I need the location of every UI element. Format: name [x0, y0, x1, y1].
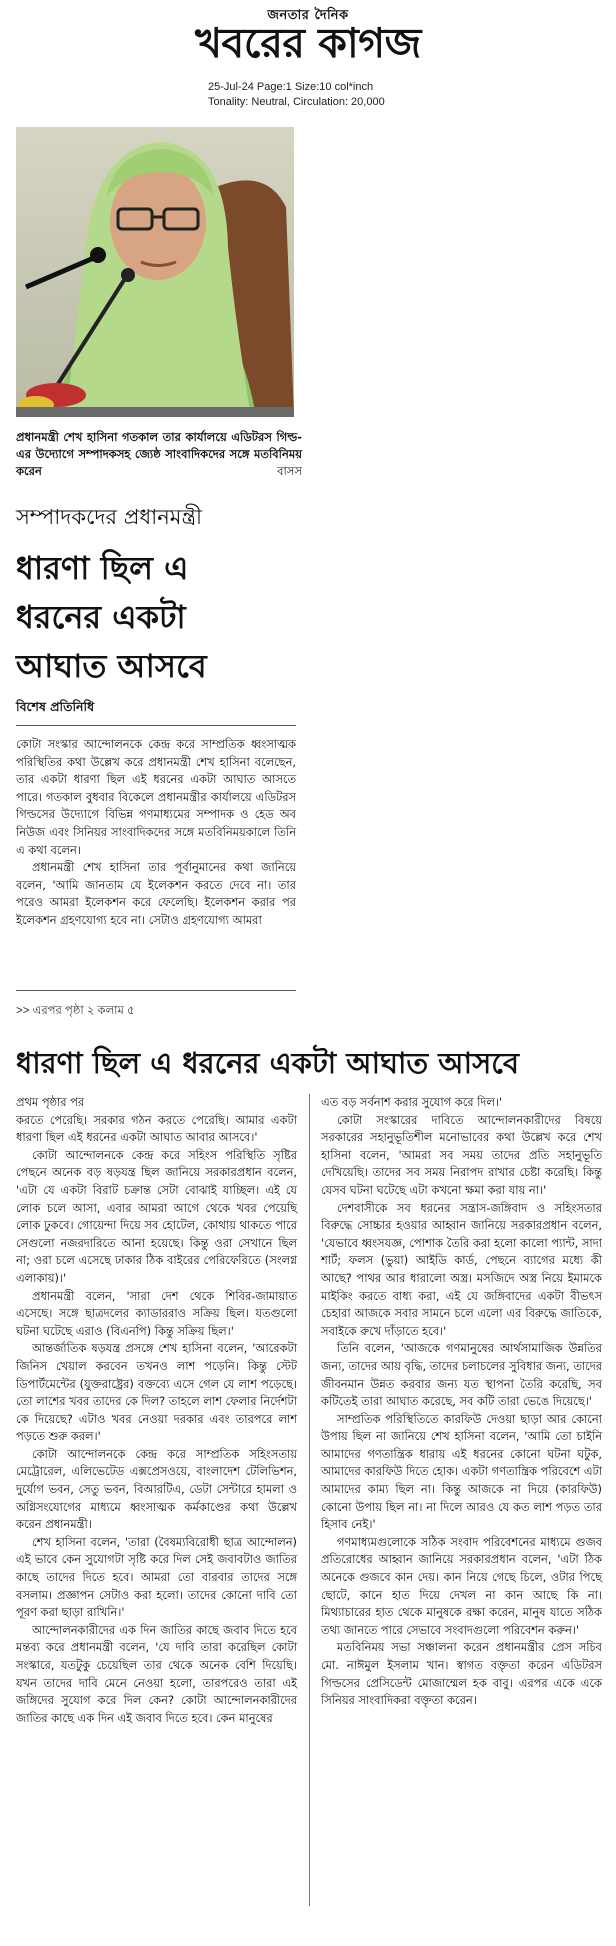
continuation-column-2	[321, 1094, 602, 1710]
lead-paragraph-2: প্রধানমন্ত্রী শেখ হাসিনা তার পূর্বানুমানের কথা জানিয়ে বলেন, 'আমি জানতাম যে ইলেকশন করতে দেবে না। তার পরেও আমরা ইলেকশন করে ফেলেছি। ইলেকশন করার পর ইলেকশন গ্রহণযোগ্য হবে না। সেটাও গ্রহণযোগ্য আমরা	[16, 860, 296, 927]
col2-paragraph: সাম্প্রতিক পরিস্থিতিতে কারফিউ দেওয়া ছাড়া আর কোনো উপায় ছিল না জানিয়ে শেখ হাসিনা বলেন, 'আমি তো চাইনি আমাদের গণতান্ত্রিক ধারায় এই ধরনের কোনো ঘটনা ঘটুক, আমাদের কারফিউ দিতে হোক। একটা গণতান্ত্রিক পরিবেশে এটা আমাদের কাম্য ছিল না। কিন্তু আজকে না দিয়ে (কারফিউ) কোনো উপায় ছিল না। না দিলে আরও যে কত লাশ পড়ত তার হিসাব নেই।'	[321, 1411, 602, 1532]
clip-meta-line-2: Tonality: Neutral, Circulation: 20,000	[208, 96, 385, 108]
column-divider	[309, 1094, 310, 1906]
clip-meta-line-1: 25-Jul-24 Page:1 Size:10 col*inch	[208, 81, 374, 93]
col1-paragraph: শেখ হাসিনা বলেন, 'তারা (বৈষম্যবিরোধী ছাত্র আন্দোলন) এই ভাবে কেন সুযোগটা সৃষ্টি করে দিল সেই জবাবটাও জাতির কাছে তাদের দিতে হবে। আমরা তো বারবার তাদের সঙ্গে বসলাম। প্রজ্ঞাপন সেটাও করা হলো। তাদের কোনো দাবি তো পূরণ করা ছাড়া রাখিনি।'	[16, 1534, 297, 1620]
col1-paragraph: আন্তর্জাতিক ষড়যন্ত্র প্রসঙ্গে শেখ হাসিনা বলেন, 'আরেকটা জিনিস খেয়াল করবেন তখনও লাশ পড়েনি। কিন্তু স্টেট ডিপার্টমেন্টের (যুক্তরাষ্ট্রের) বক্তব্যে এসে গেল যে লাশ পড়েছে। তো লাশের খবর তাদের কে দিল? তাহলে লাশ ফেলার নির্দেশটা কে দিয়েছে? এটাও খবর নেওয়া দরকার এবং তারপরে লাশ পড়তে শুরু করল।'	[16, 1341, 297, 1444]
lead-article	[16, 736, 296, 930]
col1-paragraph: আন্দোলনকারীদের এক দিন জাতির কাছে জবাব দিতে হবে মন্তব্য করে প্রধানমন্ত্রী বলেন, 'যে দাবি তারা করেছিল কোটা সংস্কারে, যতটুকু চেয়েছিল তার থেকে অনেক বেশি দিয়েছি। যখন তাদের দাবি মেনে নেওয়া হলো, তারপরেও তারা এই জঙ্গিদের সুযোগ করে দিল কেন? কোটা আন্দোলনকারীদের জাতির কাছে এক দিন এই জবাব দিতে হবে। কেন মানুষের	[16, 1622, 297, 1725]
col2-paragraph: মতবিনিময় সভা সঞ্চালনা করেন প্রধানমন্ত্রীর প্রেস সচিব মো. নাঈমুল ইসলাম খান। স্বাগত বক্তৃতা করেন এডিটরস গিল্ডসের প্রেসিডেন্ট মোজাম্মেল হক বাবু। এরপর একে একে সিনিয়র সাংবাদিকরা বক্তৃতা করেন।	[321, 1640, 602, 1708]
headline: ধারণা ছিল এ ধরনের একটা আঘাত আসবে	[16, 549, 207, 685]
newspaper-masthead: খবরের কাগজ	[195, 19, 421, 67]
col2-paragraph: গণমাধ্যমগুলোকে সঠিক সংবাদ পরিবেশনের মাধ্যমে গুজব প্রতিরোধের আহ্বান জানিয়ে সরকারপ্রধান বলেন, 'এটা ঠিক অনেকে গুজবে কান দেয়। কান নিয়ে গেছে চিলে, ওটার পিছে ছোটে, কানে হাত দিয়ে দেখল না কান আছে কি না। মিথ্যাচারের হাত থেকে মানুষকে রক্ষা করেন, মানুষ যাতে সঠিক তথ্য জানতে পারে সেভাবে সংবাদগুলো পরিবেশন করুন।'	[321, 1534, 602, 1637]
continuation-column-1	[16, 1094, 297, 1727]
jump-line: >> এরপর পৃষ্ঠা ২ কলাম ৫	[16, 1005, 135, 1017]
col1-paragraph: কোটা আন্দোলনকে কেন্দ্র করে সহিংস পরিস্থিতি সৃষ্টির পেছনে অনেক বড় ষড়যন্ত্র ছিল জানিয়ে সরকারপ্রধান বলেন, 'এটা যে একটা বিরাট চক্রান্ত সেটা বোঝাই যাচ্ছিল। এই যে লোক চলে আসা, এবার আমরা আগে থেকে খবর পেয়েছি লোক ঢুকবে। গোয়েন্দা দিয়ে সব হোটেল, কোথায় থাকতে পারে সেগুলো নজরদারিতে আনা হয়েছে। কিন্তু ওরা সেখানে ছিল না; ওরা চলে এসেছে ঢাকার ঠিক বাইরের পেরিফেরিতে (সংলগ্ন এলাকায়)।'	[16, 1147, 297, 1285]
col1-paragraph: কোটা আন্দোলনকে কেন্দ্র করে সাম্প্রতিক সহিংসতায় মেট্রোরেল, এলিভেটেড এক্সপ্রেসওয়ে, বাংলাদেশ টেলিভিশন, দুর্যোগ ভবন, সেতু ভবন, বিআরটিএ, ডেটা সেন্টারে হামলা ও অগ্নিসংযোগের মাধ্যমে ধ্বংসাত্মক কর্মকাণ্ডের কথা উল্লেখ করেন প্রধানমন্ত্রী।	[16, 1446, 297, 1532]
lead-paragraph-1: কোটা সংস্কার আন্দোলনকে কেন্দ্র করে সাম্প্রতিক ধ্বংসাত্মক পরিস্থিতির কথা উল্লেখ করে প্রধানমন্ত্রী শেখ হাসিনা বলেছেন, তার একটা ধারণা ছিল এই ধরনের একটা আঘাত আসতে পারে। গতকাল বুধবার বিকেলে প্রধানমন্ত্রীর কার্যালয়ে এডিটরস গিল্ডসের উদ্যোগে বিভিন্ন গণমাধ্যমের সম্পাদক ও হেড অব নিউজ এবং সিনিয়র সাংবাদিকদের সঙ্গে মতবিনিময়কালে তিনি এ কথা বলেন।	[16, 737, 296, 857]
kicker: সম্পাদকদের প্রধানমন্ত্রী	[16, 505, 203, 529]
lead-divider	[16, 990, 296, 991]
photo-credit: বাসস	[277, 464, 302, 478]
byline: বিশেষ প্রতিনিধি	[16, 699, 95, 714]
continued-from-label: প্রথম পৃষ্ঠার পর	[16, 1095, 85, 1109]
col1-paragraph: করতে পেরেছি। সরকার গঠন করতে পেরেছি। আমার একটা ধারণা ছিল এই ধরনের একটা আঘাত আবার আসবে।'	[16, 1112, 297, 1145]
col2-paragraph: কোটা সংস্কারের দাবিতে আন্দোলনকারীদের বিষয়ে সরকারের সহানুভূতিশীল মনোভাবের কথা উল্লেখ করে শেখ হাসিনা বলেন, 'আমরা সব সময় তাদের প্রতি সহানুভূতি দেখিয়েছি। তাদের সব সময় নিরাপদ রাখার চেষ্টা করেছি। কিন্তু যেসব ঘটনা ঘটেছে এটা কখনো ক্ষমা করা যায় না।'	[321, 1112, 602, 1197]
byline-divider	[16, 725, 296, 726]
col2-paragraph: তিনি বলেন, 'আজকে গণমানুষের আর্থসামাজিক উন্নতির জন্য, তাদের আয় বৃদ্ধি, তাদের চলাচলের সুবিধার জন্য, তাদের জীবনমান উন্নত করবার জন্য যত স্থাপনা তৈরি করেছি, সব কটিতেই তারা আঘাত করেছে, সব কটি তারা ভেঙে দিয়েছে।'	[321, 1341, 602, 1409]
photo-caption	[16, 429, 302, 480]
continuation-headline: ধারণা ছিল এ ধরনের একটা আঘাত আসবে	[16, 1046, 520, 1080]
masthead-tagline: জনতার দৈনিক	[267, 8, 349, 23]
photo-caption-text: প্রধানমন্ত্রী শেখ হাসিনা গতকাল তার কার্যালয়ে এডিটরস গিল্ড-এর উদ্যোগে সম্পাদকসহ জ্যেষ্ঠ সাংবাদিকদের সঙ্গে মতবিনিময় করেন	[16, 430, 302, 478]
col2-paragraph: দেশবাসীকে সব ধরনের সন্ত্রাস-জঙ্গিবাদ ও সহিংসতার বিরুদ্ধে সোচ্চার হওয়ার আহ্বান জানিয়ে সরকারপ্রধান বলেন, 'যেভাবে ধ্বংসযজ্ঞ, পোশাক তৈরি করা হলো কালো প্যান্ট, সাদা শার্ট; ফলস (ভুয়া) আইডি কার্ড, পেছনে ব্যাগের মধ্যে কী আছে? পাথর আর ধারালো অস্ত্র। মসজিদে অস্ত্র নিয়ে ইমামকে মাইকিং করতে বাধ্য করা, এই যে জঙ্গিবাদের একটা বীভৎস চেহারা আজকে সবার সামনে চলে এলো এর বিরুদ্ধে জাতিকে, সবাইকে রুখে দাঁড়াতে হবে।'	[321, 1200, 602, 1338]
col1-paragraph: প্রধানমন্ত্রী বলেন, 'সারা দেশ থেকে শিবির-জামায়াত এসেছে। সঙ্গে ছাত্রদলের ক্যাডাররাও সক্রিয় ছিল। যতগুলো ঘটনা ঘটেছে এরাও (বিএনপি) কিন্তু সক্রিয় ছিল।'	[16, 1288, 297, 1338]
col2-paragraph: এত বড় সর্বনাশ করার সুযোগ করে দিল।'	[321, 1095, 503, 1109]
news-photo	[16, 127, 294, 417]
